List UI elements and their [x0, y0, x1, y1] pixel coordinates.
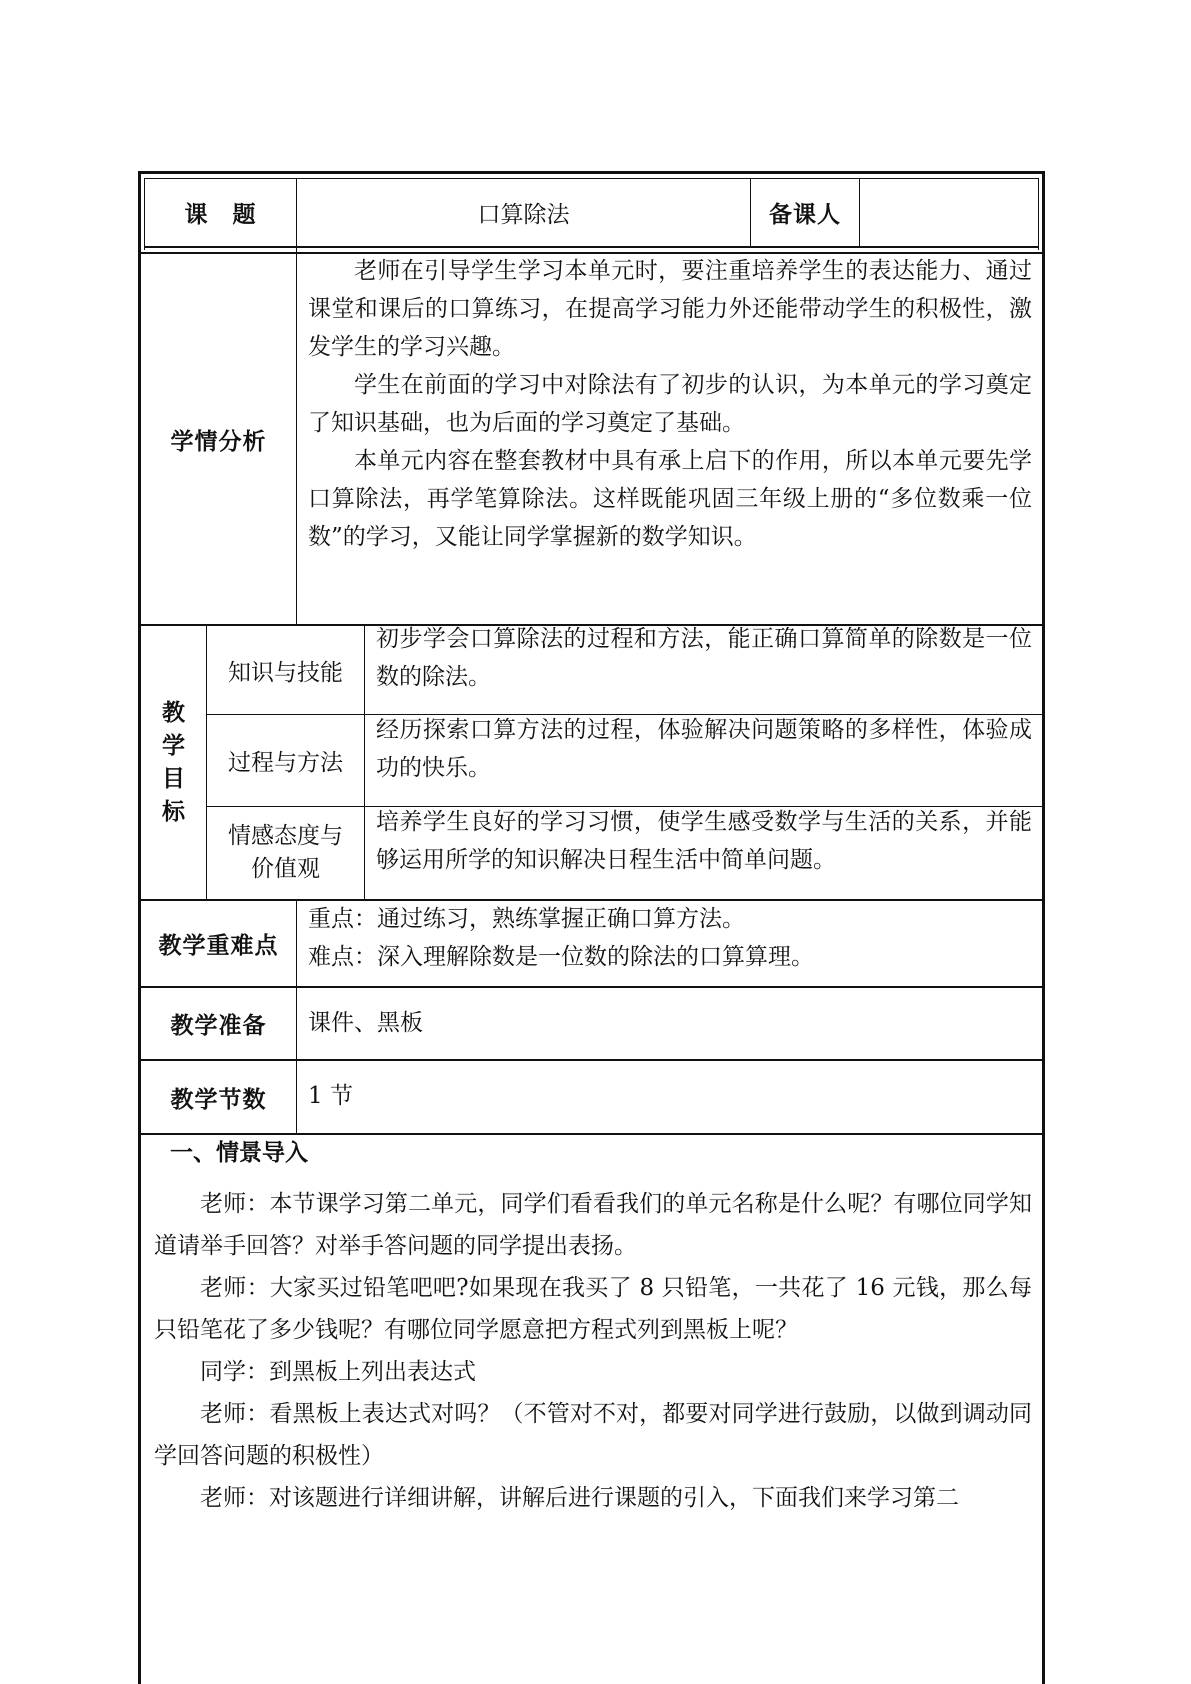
- objectives-label-char: 学: [162, 732, 185, 759]
- process-paragraph: 老师：本节课学习第二单元，同学们看看我们的单元名称是什么呢？有哪位同学知道请举手回答？对举手答问题的同学提出表扬。: [154, 1191, 1032, 1259]
- topic-value: 口算除法: [477, 202, 570, 228]
- objective-name-process: 过程与方法: [228, 750, 343, 776]
- preparation-label: 教学准备: [170, 1013, 267, 1039]
- preparation-value: 课件、黑板: [308, 1010, 423, 1036]
- process-heading: 一、情景导入: [170, 1140, 308, 1166]
- analysis-paragraph: 本单元内容在整套教材中具有承上启下的作用，所以本单元要先学口算除法，再学笔算除法。这样既能巩固三年级上册的“多位数乘一位数”的学习，又能让同学掌握新的数学知识。: [308, 448, 1032, 550]
- topic-label: 课 题: [184, 202, 257, 228]
- preparer-value: [860, 179, 1038, 246]
- border-right-outer: [1042, 171, 1045, 1684]
- keypoints-focus: 重点：通过练习，熟练掌握正确口算方法。: [308, 906, 745, 932]
- keypoints-text: [308, 900, 1032, 976]
- objectives-label-char: 教: [162, 699, 185, 726]
- objective-name-attitude-line: 情感态度与: [228, 823, 343, 849]
- periods-value: 1 节: [308, 1083, 353, 1109]
- objectives-label-char: 标: [162, 798, 185, 825]
- objective-name-attitude-line: 价值观: [251, 856, 320, 882]
- process-paragraph: 老师：对该题进行详细讲解，讲解后进行课题的引入，下面我们来学习第二: [200, 1485, 959, 1511]
- objective-name-knowledge: 知识与技能: [228, 660, 343, 686]
- process-paragraph: 老师：看黑板上表达式对吗？（不管对不对，都要对同学进行鼓励，以做到调动同学回答问题的积极性）: [154, 1401, 1032, 1469]
- keypoints-difficulty: 难点：深入理解除数是一位数的除法的口算算理。: [308, 944, 814, 970]
- rule-col-label-lower: [296, 899, 297, 1133]
- periods-label: 教学节数: [170, 1086, 267, 1113]
- preparer-label: 备课人: [769, 202, 841, 228]
- objective-content-knowledge: 初步学会口算除法的过程和方法，能正确口算简单的除数是一位数的除法。: [376, 626, 1032, 690]
- objective-content-attitude: 培养学生良好的学习习惯，使学生感受数学与生活的关系，并能够运用所学的知识解决日程生活中简单问题。: [376, 809, 1032, 873]
- keypoints-label: 教学重难点: [158, 933, 279, 959]
- border-top-outer: [138, 171, 1045, 174]
- analysis-label: 学情分析: [170, 428, 267, 455]
- process-paragraph: 老师：大家买过铅笔吧吧?如果现在我买了 8 只铅笔，一共花了 16 元钱，那么每只铅笔花了多少钱呢？有哪位同学愿意把方程式列到黑板上呢？: [154, 1275, 1032, 1343]
- objectives-label: [141, 626, 206, 899]
- border-right-inner: [1038, 178, 1039, 250]
- objectives-label-char: 目: [162, 765, 185, 792]
- analysis-paragraph: 学生在前面的学习中对除法有了初步的认识，为本单元的学习奠定了知识基础，也为后面的学习奠定了基础。: [308, 372, 1032, 436]
- rule-col-objective-content: [364, 624, 365, 900]
- objective-name-attitude: [207, 807, 364, 899]
- process-text: [154, 1183, 1032, 1519]
- process-paragraph: 同学：到黑板上列出表达式: [200, 1359, 476, 1385]
- objective-content-process: 经历探索口算方法的过程，体验解决问题策略的多样性，体验成功的快乐。: [376, 717, 1032, 781]
- analysis-paragraph: 老师在引导学生学习本单元时，要注重培养学生的表达能力、通过课堂和课后的口算练习，在提高学习能力外还能带动学生的积极性，激发学生的学习兴趣。: [308, 258, 1032, 360]
- analysis-text: [308, 252, 1032, 556]
- rule-header-bottom-a: [144, 246, 1039, 248]
